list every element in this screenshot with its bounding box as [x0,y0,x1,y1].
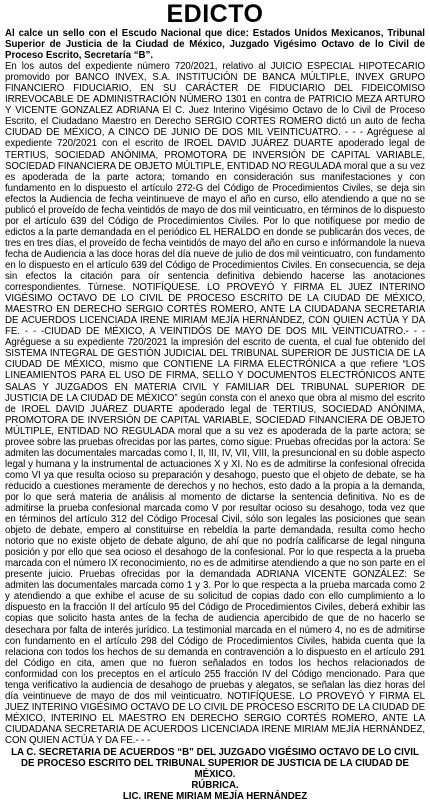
signer-name: LIC. IRENE MIRIAM MEJÍA HERNÁNDEZ [122,791,308,803]
seal-description: Al calce un sello con el Escudo Nacional que dice: Estados Unidos Mexicanos, Tribunal Superior de Justicia de la Ciudad de México, Juzgado Vigésimo Octavo de lo Civil de Proceso Escrito, Secretaría “B”. [5,28,425,62]
signature-block [5,747,425,802]
document-title: EDICTO [166,0,264,28]
signature-mark: RÚBRICA. [191,780,239,792]
signer-office: LA C. SECRETARIA DE ACUERDOS “B” DEL JUZGADO VIGÉSIMO OCTAVO DE LO CIVIL DE PROCESO ESCRITO DEL TRIBUNAL SUPERIOR DE JUSTICIA DE LA CIUDAD DE MÉXICO. [11,747,419,781]
edict-body-text: En los autos del expediente número 720/2021, relativo al JUICIO ESPECIAL HIPOTECARIO promovido por BANCO INVEX, S.A. INSTITUCIÓN DE BANCA MÚLTIPLE, INVEX GRUPO FINANCIERO FIDUCIARIO, EN SU CARÁCTER DE FIDUCIARIO DEL FIDEICOMISO IRREVOCABLE DE ADMINISTRACIÓN NÚMERO 1301 en contra de PATRICIO MEZA ARTURO Y VICENTE GONZALEZ ADRIANA El C. Juez Interino Vigésimo Octavo de lo Civil de Proceso Escrito, el Ciudadano Maestro en Derecho SERGIO CORTES ROMERO dictó un auto de fecha CIUDAD DE MÉXICO, A CINCO DE JUNIO DE DOS MIL VEINTICUATRO. - - - Agréguese al expediente 720/2021 con el escrito de IROEL DAVID JUÁREZ DUARTE apoderado legal de TERTIUS, SOCIEDAD ANÓNIMA, PROMOTORA DE INVERSIÓN DE CAPITAL VARIABLE, SOCIEDAD FINANCIERA DE OBJETO MÚLTIPLE, ENTIDAD NO REGULADA moral que a su vez es apoderada de la parte actora; tomando en consideración sus manifestaciones y con fundamento en lo dispuesto el artículo 272-G del Código de Procedimientos Civiles, se deja sin efectos la Audiencia de fecha veintinueve de mayo el año en curso, ello atendiendo a que no se publicó el proveído de fecha veintidós de mayo de dos mil veinticuatro, en términos de lo dispuesto por el artículo 639 del Código de Procedimientos Civiles. Por lo que notifíquese por medio de edictos a la parte demandada en el periódico EL HERALDO en donde se publicarán dos veces, de tres en tres días, el proveído de fecha veintidós de mayo del año en curso e infórmandole la nueva fecha de Audiencia a las doce horas del día nueve de julio de dos mil veinticuatro, con fundamento en lo dispuesto en el artículo 639 del Código de Procedimientos Civiles. En consecuencia, se deja sin efectos la citación para oír sentencia definitiva debiendo hacerse las anotaciones correspondientes. Túrnese. NOTIFÍQUESE. LO PROVEYÓ Y FIRMA EL JUEZ INTERINO VIGÉSIMO OCTAVO DE LO CIVIL DE PROCESO ESCRITO DE LA CIUDAD DE MÉXICO, MAESTRO EN DERECHO SERGIO CORTÉS ROMERO, ANTE LA CIUDADANA SECRETARIA DE ACUERDOS LICENCIADA IRENE MIRIAM MEJÍA HERNÁNDEZ, CON QUIEN ACTÚA Y DA FE. - - -CIUDAD DE MÉXICO, A VEINTIDÓS DE MAYO DE DOS MIL VEINTICUATRO.- - - Agréguese a su expediente 720/2021 la impresión del escrito de cuenta, el cual fue obtenido del SISTEMA INTEGRAL DE GESTIÓN JUDICIAL DEL TRIBUNAL SUPERIOR DE JUSTICIA DE LA CIUDAD DE MÉXICO, mismo que CONTIENE LA FIRMA ELECTRÓNICA a que refiere “LOS LINEAMIENTOS PARA EL USO DE FIRMA, SELLO Y DOCUMENTOS ELECTRÓNICOS ANTE SALAS Y JUZGADOS EN MATERIA CIVIL Y FAMILIAR DEL TRIBUNAL SUPERIOR DE JUSTICIA DE LA CIUDAD DE MÉXICO” según consta con el anexo que obra al mismo del escrito de IROEL DAVID JUÁREZ DUARTE apoderado legal de TERTIUS, SOCIEDAD ANÓNIMA, PROMOTORA DE INVERSIÓN DE CAPITAL VARIABLE, SOCIEDAD FINANCIERA DE OBJETO MÚLTIPLE, ENTIDAD NO REGULADA moral que a su vez es apoderada de la parte actora; se provee sobre las pruebas ofrecidas por las partes, como sigue: Pruebas ofrecidas por la actora: Se admiten las documentales marcadas como I, II, III, IV, VII, VIII, la presuncional en su doble aspecto legal y humana y la instrumental de actuaciones X y XI. No es de admitirse la confesional ofrecida como VI ya que resulta ocioso su preparación y desahogo, puesto que el objeto de debate, se ha reducido a cuestiones meramente de derechos y no hechos, esto dado a la propia a la demanda, por lo que será materia de análisis al momento de dictarse la sentencia definitiva. No es de admitirse la prueba confesional marcada como V por resultar ocioso su desahogo, toda vez que en términos del artículo 312 del Código Procesal Civil, sólo son legales las posiciones que sean objeto de debate, empero al constituirse en rebeldía la parte demandada, resulta como hecho notorio que no existe objeto de debate alguno, de ahí que no podría calificarse de legal ninguna posición y por ello que sea ocioso el desahogo de la confesional. Por lo que respecta a la prueba marcada con el número IX reconocimiento, no es de admitirse atendiendo a que no son parte en el presente juicio. Pruebas ofrecidas por la demandada ADRIANA VICENTE GONZÁLEZ: Se admiten las documentales marcada como 1 y 3. Por lo que respecta a la prueba marcada como 2 y atendiendo a que exhibe el acuse de su solicitud de copias dado con ello cumplimiento a lo dispuesto en la fracción II del artículo 95 del Código de Procedimientos Civiles, deberá exhibir las copias que solicito hasta antes de la fecha de audiencia apercibido de que de no hacerlo se desechara por falta de interés jurídico. La testimonial marcada en el número 4, no es de admitirse con fundamento en el artículo 298 del Código de Procedimientos Civiles, habida cuenta que la relaciona con todos los hechos de su demanda en contravención a lo dispuesto en el artículo 291 del Código en cita, amen que no fueron señalados en todos los hechos relacionados de conformidad con los preceptos en el artículo 255 fracción IV del Código mencionado. Para que tenga verificativo la audiencia de desahogo de pruebas y alegatos, se señalan las diez horas del día veintinueve de mayo de dos mil veinticuatro. NOTIFÍQUESE. LO PROVEYÓ Y FIRMA EL JUEZ INTERINO VIGÉSIMO OCTAVO DE LO CIVIL DE PROCESO ESCRITO DE LA CIUDAD DE MÉXICO, INTERINO EL MAESTRO EN DERECHO SERGIO CORTÉS ROMERO, ANTE LA CIUDADANA SECRETARIA DE ACUERDOS LICENCIADA IRENE MIRIAM MEJÍA HERNÁNDEZ, CON QUIEN ACTÚA Y DA FE.- - - [5,61,425,746]
